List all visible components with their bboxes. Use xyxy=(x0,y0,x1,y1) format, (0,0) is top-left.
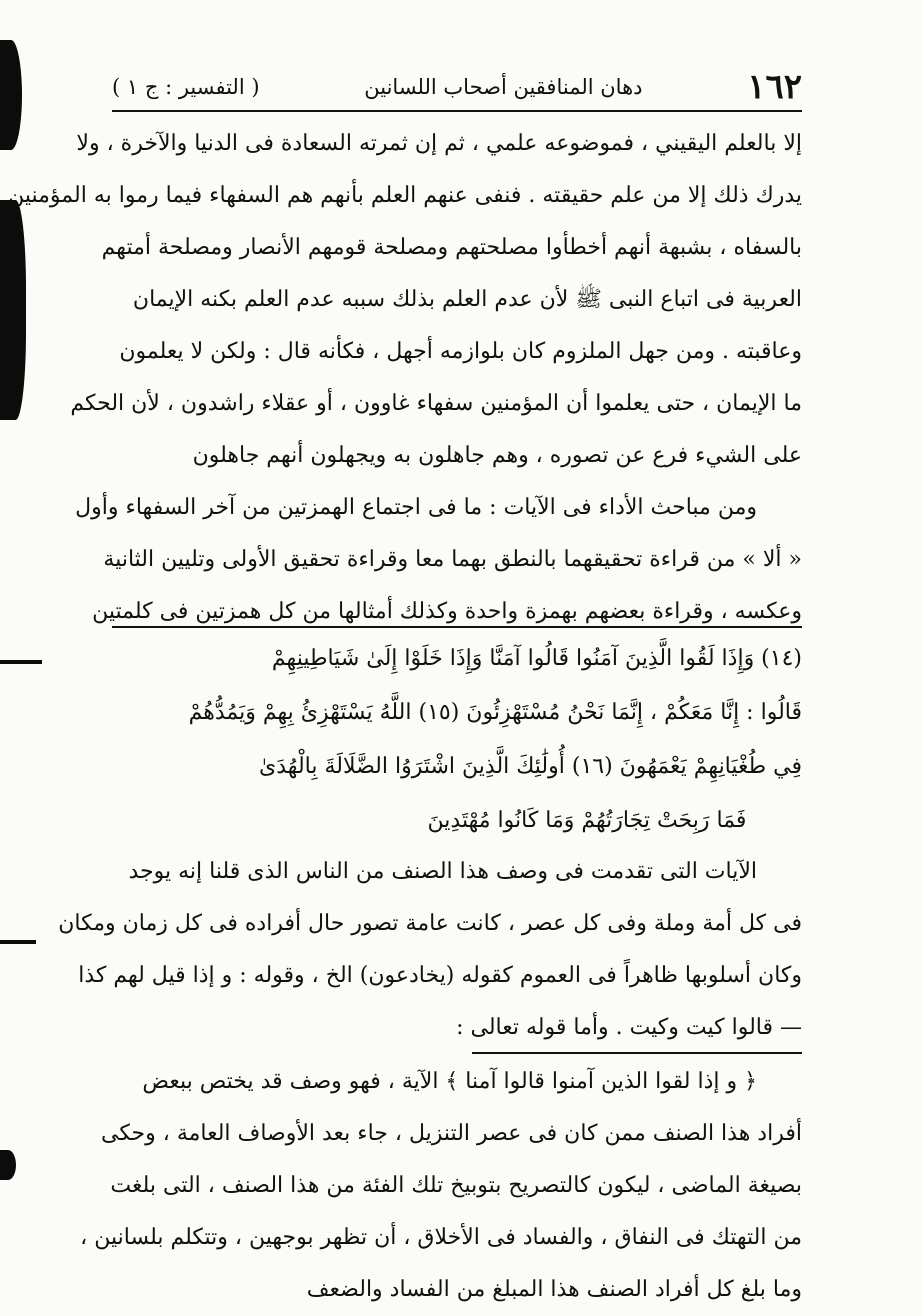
paragraph-3 xyxy=(58,846,802,1054)
section-label: ( التفسير : ج ١ ) xyxy=(112,75,260,99)
text-line: ومن مباحث الأداء فى الآيات : ما فى اجتماع الهمزتين من آخر السفهاء وأول xyxy=(75,495,757,520)
section-separator xyxy=(472,1052,802,1054)
scan-edge-shadow xyxy=(0,660,42,664)
running-title: دهان المنافقين أصحاب اللسانين xyxy=(364,75,643,99)
scan-edge-shadow xyxy=(0,200,26,420)
text-line: « ألا » من قراءة تحقيقهما بالنطق بهما معا وقراءة تحقيق الأولى وتليين الثانية xyxy=(103,547,802,572)
text-line: وما بلغ كل أفراد الصنف هذا المبلغ من الفساد والضعف xyxy=(306,1277,802,1302)
text-line: ما الإيمان ، حتى يعلموا أن المؤمنين سفهاء غاوون ، أو عقلاء راشدون ، لأن الحكم xyxy=(70,391,802,416)
scan-edge-shadow xyxy=(0,1150,16,1180)
book-page xyxy=(8,52,802,1302)
text-line: ﴿ و إذا لقوا الذين آمنوا قالوا آمنا ﴾ الآية ، فهو وصف قد يختص ببعض xyxy=(142,1069,757,1094)
text-line: — قالوا كيت وكيت . وأما قوله تعالى : xyxy=(456,1015,802,1040)
paragraph-2 xyxy=(75,482,802,638)
text-line: يدرك ذلك إلا من علم حقيقته . فنفى عنهم العلم بأنهم هم السفهاء فيما رموا به المؤمنين xyxy=(8,183,802,208)
quran-verses xyxy=(112,632,802,848)
scan-edge-shadow xyxy=(0,940,36,944)
text-line: إلا بالعلم اليقيني ، فموضوعه علمي ، ثم إن ثمرته السعادة فى الدنيا والآخرة ، ولا xyxy=(76,131,802,156)
verse-line: (١٤) وَإِذَا لَقُوا الَّذِينَ آمَنُوا قَالُوا آمَنَّا وَإِذَا خَلَوْا إِلَىٰ شَيَاطِينِهِمْ xyxy=(271,646,802,671)
verse-line: فِي طُغْيَانِهِمْ يَعْمَهُونَ (١٦) أُولَٰئِكَ الَّذِينَ اشْتَرَوُا الضَّلَالَةَ بِالْهُدَىٰ xyxy=(259,754,802,779)
verse-line: قَالُوا : إِنَّا مَعَكُمْ ، إِنَّمَا نَحْنُ مُسْتَهْزِئُونَ (١٥) اللَّهُ يَسْتَهْزِئُ بِهِمْ وَيَمُدُّهُمْ xyxy=(188,700,802,725)
text-line: وعاقبته . ومن جهل الملزوم كان بلوازمه أجهل ، فكأنه قال : ولكن لا يعلمون xyxy=(119,339,802,364)
text-line: وعكسه ، وقراءة بعضهم بهمزة واحدة وكذلك أمثالها من كل همزتين فى كلمتين xyxy=(92,599,802,624)
text-line: فى كل أمة وملة وفى كل عصر ، كانت عامة تصور حال أفراده فى كل زمان ومكان xyxy=(58,911,802,936)
text-line: على الشيء فرع عن تصوره ، وهم جاهلون به ويجهلون أنهم جاهلون xyxy=(192,443,802,468)
paragraph-1 xyxy=(8,118,802,482)
text-line: بالسفاه ، بشبهة أنهم أخطأوا مصلحتهم ومصلحة قومهم الأنصار ومصلحة أمتهم xyxy=(101,235,802,260)
verse-separator xyxy=(112,626,802,628)
scan-edge-shadow xyxy=(0,40,22,150)
page-header xyxy=(112,64,802,112)
text-line: بصيغة الماضى ، ليكون كالتصريح بتوبيخ تلك الفئة من هذا الصنف ، التى بلغت xyxy=(110,1173,802,1198)
page-number: ١٦٢ xyxy=(747,67,802,107)
text-line: من التهتك فى النفاق ، والفساد فى الأخلاق ، أن تظهر بوجهين ، وتتكلم بلسانين ، xyxy=(80,1225,802,1250)
text-line: العربية فى اتباع النبى ﷺ لأن عدم العلم بذلك سببه عدم العلم بكنه الإيمان xyxy=(132,287,802,312)
text-line: الآيات التى تقدمت فى وصف هذا الصنف من الناس الذى قلنا إنه يوجد xyxy=(128,859,757,884)
text-line: وكان أسلوبها ظاهراً فى العموم كقوله (يخادعون) الخ ، وقوله : و إذا قيل لهم كذا xyxy=(78,963,802,988)
text-line: أفراد هذا الصنف ممن كان فى عصر التنزيل ، جاء بعد الأوصاف العامة ، وحكى xyxy=(101,1121,802,1146)
verse-line: فَمَا رَبِحَتْ تِجَارَتُهُمْ وَمَا كَانُوا مُهْتَدِينَ xyxy=(427,808,747,833)
paragraph-4 xyxy=(80,1056,802,1316)
